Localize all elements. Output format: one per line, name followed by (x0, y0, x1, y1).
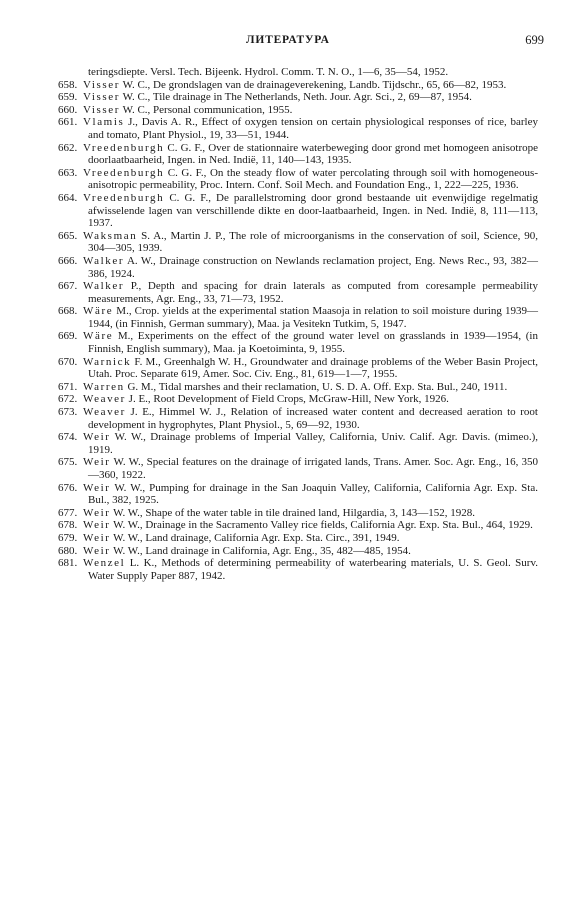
reference-item-662 (58, 142, 538, 167)
reference-author: Walker (83, 280, 125, 293)
reference-author: Warren (83, 380, 125, 393)
reference-number: 665. (58, 229, 78, 242)
reference-number: 672. (58, 393, 78, 406)
reference-author: Vreedenburgh (83, 141, 165, 154)
reference-text: teringsdiepte. Versl. Tech. Bijeenk. Hydrol. Comm. T. N. O., 1—6, 35—54, 1952. (88, 66, 449, 78)
reference-text: W. W., Land drainage, California Agr. Exp. Sta. Circ., 391, 1949. (110, 531, 400, 544)
reference-number: 681. (58, 557, 78, 570)
reference-list (58, 66, 538, 582)
reference-number: 659. (58, 91, 78, 104)
reference-author: Vreedenburgh (83, 166, 165, 179)
reference-number: 673. (58, 406, 78, 419)
reference-number: 671. (58, 380, 78, 393)
reference-text: W. C., De grondslagen van de drainageverekening, Landb. Tijdschr., 65, 66—82, 1953. (120, 78, 507, 91)
reference-text: M., Experiments on the effect of the ground water level on grasslands in 1939—1954, (in Finnish, English summary), Maa. ja Koetoiminta, 9, 1955. (88, 330, 538, 356)
reference-item-671 (58, 381, 538, 394)
reference-number: 658. (58, 78, 78, 91)
reference-item-673 (58, 406, 538, 431)
page-number: 699 (525, 33, 544, 47)
reference-number: 664. (58, 191, 78, 204)
reference-author: Weir (83, 456, 111, 469)
reference-author: Vlamis (83, 116, 125, 129)
reference-number: 661. (58, 116, 78, 129)
reference-text: J. E., Himmel W. J., Relation of increased water content and decreased aeration to root development in hygrophytes, Plant Physiol., 5, 69—92, 1930. (88, 406, 538, 431)
reference-item-663 (58, 167, 538, 192)
reference-author: Warnick (83, 355, 132, 368)
reference-author: Weir (83, 544, 111, 557)
reference-item-668 (58, 305, 538, 330)
reference-item-676 (58, 482, 538, 507)
reference-text: A. W., Drainage construction on Newlands reclamation project, Eng. News Rec., 93, 382—386, 1924. (88, 254, 538, 280)
reference-item-664 (58, 192, 538, 230)
reference-item-666 (58, 255, 538, 280)
reference-continuation (58, 66, 538, 79)
reference-text: W. W., Drainage in the Sacramento Valley rice fields, California Agr. Exp. Sta. Bul., 464, 1929. (110, 519, 533, 532)
reference-number: 676. (58, 481, 78, 494)
reference-item-670 (58, 356, 538, 381)
reference-text: C. G. F., On the steady flow of water percolating through soil with homogeneous-anisotropic permeability, Proc. Intern. Conf. Soil Mech. and Foundation Eng., 1, 222—225, 1936. (88, 166, 538, 192)
reference-item-677 (58, 507, 538, 520)
reference-number: 679. (58, 531, 78, 544)
reference-text: W. W., Special features on the drainage of irrigated lands, Trans. Amer. Soc. Agr. Eng., 16, 350—360, 1922. (88, 456, 538, 481)
reference-item-681 (58, 557, 538, 582)
reference-text: L. K., Methods of determining permeability of waterbearing materials, U. S. Geol. Surv. Water Supply Paper 887, 1942. (88, 557, 538, 582)
reference-number: 678. (58, 519, 78, 532)
reference-text: F. M., Greenhalgh W. H., Groundwater and drainage problems of the Weber Basin Project, Utah. Proc. Separate 619, Amer. Soc. Civ. Eng., 81, 619—1—7, 1955. (88, 355, 538, 381)
reference-text: W. C., Tile drainage in The Netherlands, Neth. Jour. Agr. Sci., 2, 69—87, 1954. (120, 91, 472, 104)
reference-text: W. C., Personal communication, 1955. (120, 103, 293, 116)
reference-text: W. W., Land drainage in California, Agr. Eng., 35, 482—485, 1954. (110, 544, 411, 557)
reference-text: W. W., Pumping for drainage in the San Joaquin Valley, California, California Agr. Exp. Sta. Bul., 382, 1925. (88, 481, 538, 507)
reference-item-679 (58, 532, 538, 545)
reference-author: Weaver (83, 393, 126, 406)
reference-text: W. W., Shape of the water table in tile drained land, Hilgardia, 3, 143—152, 1928. (110, 506, 475, 519)
reference-author: Vreedenburgh (83, 191, 165, 204)
reference-item-680 (58, 545, 538, 558)
reference-text: C. G. F., De parallelstroming door grond bestaande uit evenwijdige regelmatig afwisselende lagen van verschillende dikte en door-laatbaarheid, Ingen. in Ned. Indië, 8, 111—113, 1937. (88, 191, 538, 230)
reference-text: J., Davis A. R., Effect of oxygen tension on certain physiological responses of rice, barley and tomato, Plant Physiol., 19, 33—51, 1944. (88, 116, 538, 141)
reference-number: 666. (58, 254, 78, 267)
reference-item-675 (58, 456, 538, 481)
reference-number: 662. (58, 141, 78, 154)
reference-number: 667. (58, 280, 78, 293)
reference-item-660 (58, 104, 538, 117)
reference-item-661 (58, 116, 538, 141)
reference-author: Weir (83, 506, 111, 519)
reference-item-659 (58, 91, 538, 104)
reference-number: 663. (58, 166, 78, 179)
reference-author: Visser (83, 91, 121, 104)
reference-text: W. W., Drainage problems of Imperial Valley, California, Univ. Calif. Agr. Davis. (mimeo.), 1919. (88, 431, 538, 456)
reference-number: 674. (58, 431, 78, 444)
reference-item-669 (58, 330, 538, 355)
reference-text: M., Crop. yields at the experimental station Maasoja in relation to soil moisture during 1939—1944, (in Finnish, German summary), Maa. ja Vesitekn Tutkim, 5, 1947. (88, 305, 538, 330)
reference-text: C. G. F., Over de stationnaire waterbeweging door grond met homogeen anisotrope doorlaatbaarheid, Ingen. in Ned. Indië, 11, 140—143, 1935. (88, 141, 538, 167)
reference-author: Weir (83, 481, 111, 494)
reference-item-665 (58, 230, 538, 255)
reference-author: Weir (83, 531, 111, 544)
reference-item-678 (58, 519, 538, 532)
reference-author: Walker (83, 254, 125, 267)
reference-author: Weaver (83, 406, 126, 419)
reference-author: Wäre (83, 305, 114, 318)
reference-author: Weir (83, 431, 111, 444)
reference-text: P., Depth and spacing for drain laterals as computed from coresample permeability measurements, Agr. Eng., 33, 71—73, 1952. (88, 280, 538, 305)
reference-text: G. M., Tidal marshes and their reclamation, U. S. D. A. Off. Exp. Sta. Bul., 240, 1911. (124, 380, 508, 393)
reference-author: Visser (83, 78, 121, 91)
reference-text: S. A., Martin J. P., The role of microorganisms in the conservation of soil, Science, 90, 304—305, 1939. (88, 229, 538, 255)
reference-number: 669. (58, 330, 78, 343)
running-title: ЛИТЕРАТУРА (246, 34, 330, 46)
reference-number: 660. (58, 103, 78, 116)
reference-item-672 (58, 393, 538, 406)
reference-author: Wäre (83, 330, 114, 343)
reference-author: Waksman (83, 229, 138, 242)
reference-item-674 (58, 431, 538, 456)
reference-item-658 (58, 79, 538, 92)
reference-text: J. E., Root Development of Field Crops, McGraw-Hill, New York, 1926. (125, 393, 449, 406)
reference-number: 675. (58, 456, 78, 469)
reference-author: Weir (83, 519, 111, 532)
reference-number: 680. (58, 544, 78, 557)
reference-number: 670. (58, 355, 78, 368)
reference-item-667 (58, 280, 538, 305)
reference-number: 668. (58, 305, 78, 318)
reference-author: Wenzel (83, 557, 126, 570)
reference-number: 677. (58, 506, 78, 519)
reference-author: Visser (83, 103, 121, 116)
